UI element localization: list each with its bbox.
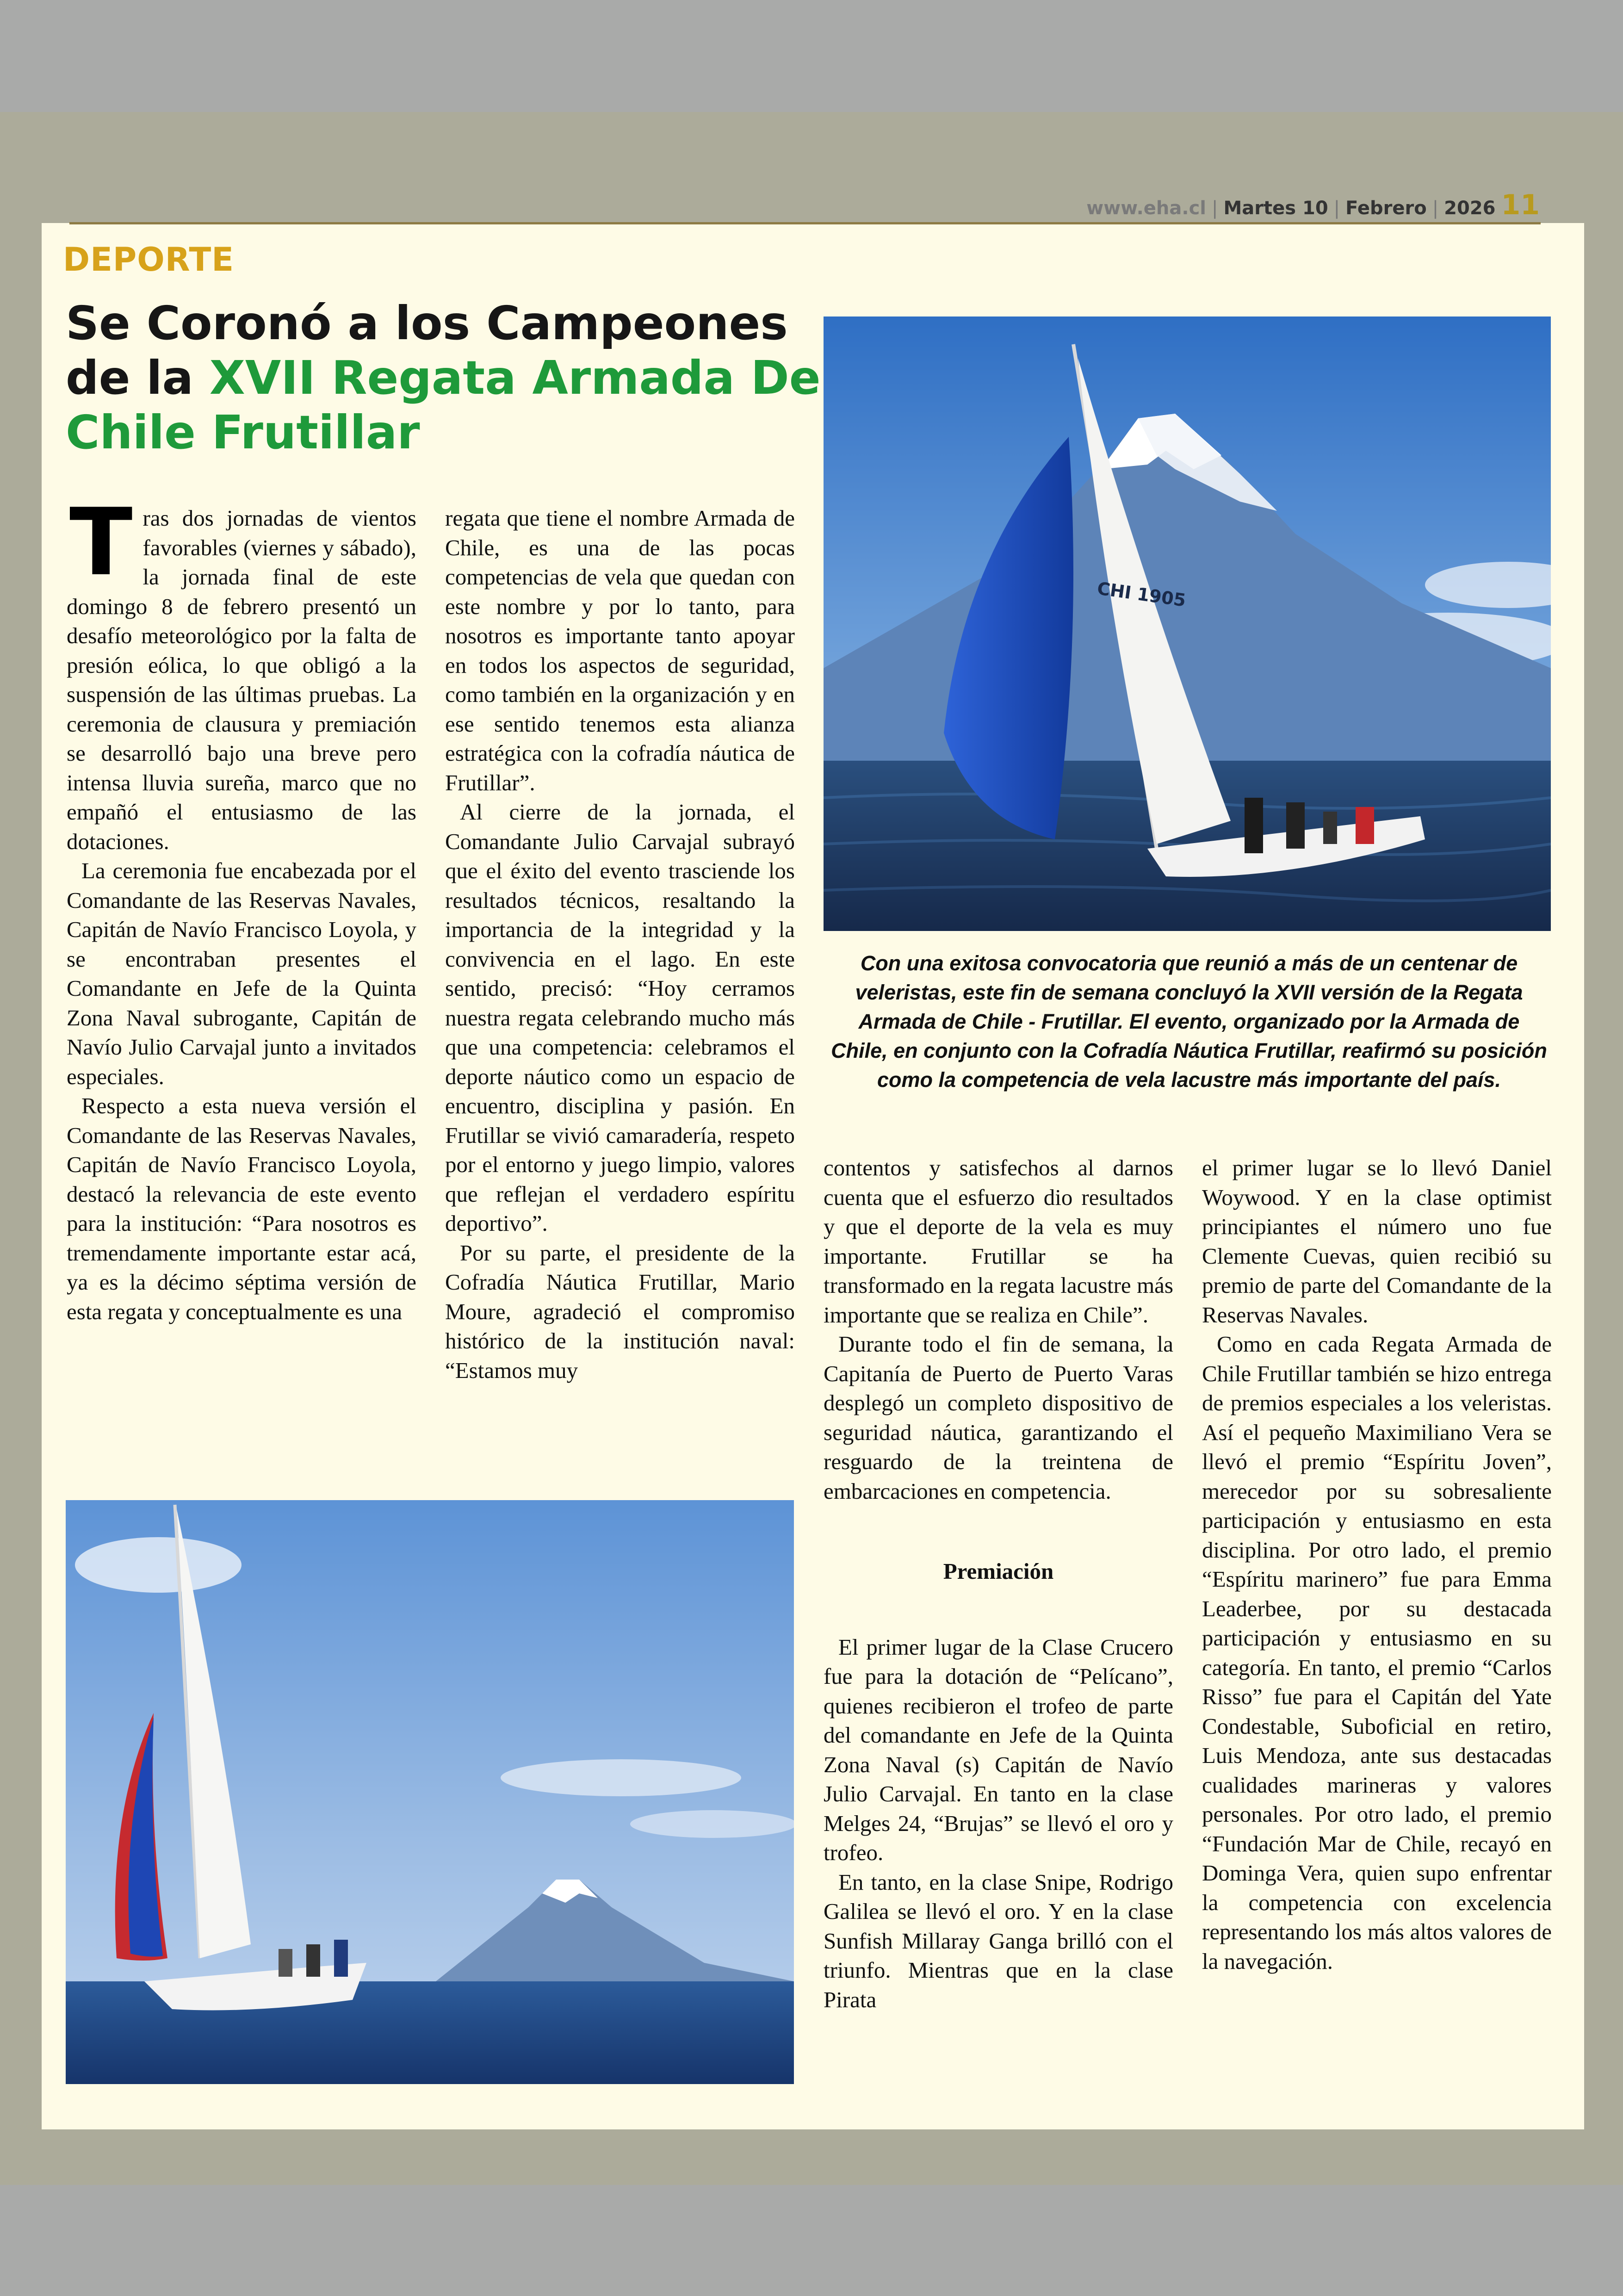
headline-part-1: Se Coronó a los Campeones de la (66, 296, 788, 405)
paragraph: contentos y satisfechos al darnos cuenta que el esfuerzo dio resultados y que el deporte de la vela es muy importante. Frutillar se ha transformado en la regata lacustre más importante que se realiza en Chile”. (824, 1155, 1173, 1328)
paragraph: La ceremonia fue encabezada por el Comandante de las Reservas Navales, Capitán de Navío Francisco Loyola, y se encontraban presentes el Comandante en Jefe de la Quinta Zona Naval subrogante, Capitán de Navío Julio Carvajal junto a invitados especiales. (67, 858, 416, 1089)
subhead-premiacion: Premiación (943, 1558, 1054, 1584)
article-column-3 (824, 1153, 1173, 2014)
article-column-1 (67, 489, 416, 1326)
folio-separator: | (1333, 198, 1340, 219)
folio-year: 2026 (1444, 198, 1496, 219)
paragraph (67, 489, 416, 856)
photo-sailboat-spinnaker-volcano (824, 316, 1551, 931)
page-folio (1086, 189, 1540, 221)
folio-month: Febrero (1345, 198, 1427, 219)
folio-separator: | (1212, 198, 1218, 219)
paragraph: Durante todo el fin de semana, la Capitanía de Puerto de Puerto Varas desplegó un completo dispositivo de seguridad náutica, garantizando el resguardo de la treintena de embarcaciones en competencia. (824, 1331, 1173, 1504)
paragraph: Respecto a esta nueva versión el Comandante de las Reservas Navales, Capitán de Navío Francisco Loyola, destacó la relevancia de este evento para la institución: “Para nosotros es tremendamente importante estar acá, ya es la décimo séptima versión de esta regata y conceptualmente es una (67, 1093, 416, 1324)
paragraph: el primer lugar se lo llevó Daniel Woywood. Y en la clase optimist principiantes el número uno fue Clemente Cuevas, quien recibió su premio de parte del Comandante de la Reservas Navales. (1202, 1155, 1552, 1328)
article-column-2 (445, 503, 795, 1385)
folio-separator: | (1432, 198, 1439, 219)
paragraph: Al cierre de la jornada, el Comandante Julio Carvajal subrayó que el éxito del evento trasciende los resultados técnicos, resaltando la importancia de la integridad y la convivencia en el lago. En este sentido, precisó: “Hoy cerramos nuestra regata celebrando mucho más que una competencia: celebramos el deporte náutico como un espacio de encuentro, disciplina y pasión. En Frutillar se vivió camaradería, respeto por el entorno y juego limpio, valores que reflejan el verdadero espíritu deportivo”. (445, 799, 795, 1236)
header-rule (69, 222, 1541, 224)
folio-date: Martes 10 (1223, 198, 1328, 219)
paragraph: Por su parte, el presidente de la Cofradía Náutica Frutillar, Mario Moure, agradeció el compromiso histórico de la institución naval: “Estamos muy (445, 1240, 795, 1383)
paragraph: regata que tiene el nombre Armada de Chile, es una de las pocas competencias de vela que quedan con este nombre y por lo tanto, para nosotros es importante tanto apoyar en todos los aspectos de seguridad, como también en la organización y en ese sentido tenemos esta alianza estratégica con la cofradía náutica de Frutillar”. (445, 505, 795, 795)
paragraph: En tanto, en la clase Snipe, Rodrigo Galilea se llevó el oro. Y en la clase Sunfish Millaray Ganga brilló con el triunfo. Mientras que en la clase Pirata (824, 1869, 1173, 2012)
paragraph: Como en cada Regata Armada de Chile Frutillar también se hizo entrega de premios especiales a los veleristas. Así el pequeño Maximiliano Vera se llevó el premio “Espíritu Joven”, merecedor por su sobresaliente participación y entusiasmo en esta disciplina. Por otro lado, el premio “Espíritu marinero” fue para Emma Leaderbee, por su destacada participación y entusiasmo en su categoría. En tanto, el premio “Carlos Risso” fue para el Capitán del Yate Condestable, Suboficial en retiro, Luis Mendoza, ante sus destacadas cualidades marineras y valores personales. Por otro lado, el premio “Fundación Mar de Chile, recayó en Dominga Vera, quien supo enfrentar la competencia con excelencia representando los más altos valores de la navegación. (1202, 1331, 1552, 1974)
sail-number: CHI 1905 (1096, 578, 1187, 611)
site-url[interactable]: www.eha.cl (1086, 198, 1207, 219)
paragraph-text: ras dos jornadas de vientos favorables (viernes y sábado), la jornada final de este domingo 8 de febrero presentó un desafío meteorológico por la falta de presión eólica, lo que obligó a la suspensión de las últimas pruebas. La ceremonia de clausura y premiación se desarrolló bajo una breve pero intensa lluvia sureña, marco que no empañó el entusiasmo de las dotaciones. (67, 505, 416, 854)
paragraph: El primer lugar de la Clase Crucero fue para la dotación de “Pelícano”, quienes recibieron el trofeo de parte del comandante en Jefe de la Quinta Zona Naval (s) Capitán de Navío Julio Carvajal. En tanto en la clase Melges 24, “Brujas” se llevó el oro y trofeo. (824, 1634, 1173, 1865)
headline (66, 296, 824, 460)
page-number: 11 (1501, 189, 1540, 221)
section-label: DEPORTE (63, 241, 235, 279)
photo-caption: Con una exitosa convocatoria que reunió a más de un centenar de veleristas, este fin de semana concluyó la XVII versión de la Regata Armada de Chile - Frutillar. El evento, organizado por la Armada de Chile, en conjunto con la Cofradía Náutica Frutillar, reafirmó su posición como la competencia de vela lacustre más importante del país. (831, 951, 1547, 1092)
headline-part-2: XVII Regata Armada De Chile Frutillar (66, 351, 821, 459)
drop-cap: T (69, 489, 133, 596)
photo-sailboat-red-blue-spinnaker (66, 1500, 794, 2084)
article-column-4 (1202, 1153, 1552, 1976)
